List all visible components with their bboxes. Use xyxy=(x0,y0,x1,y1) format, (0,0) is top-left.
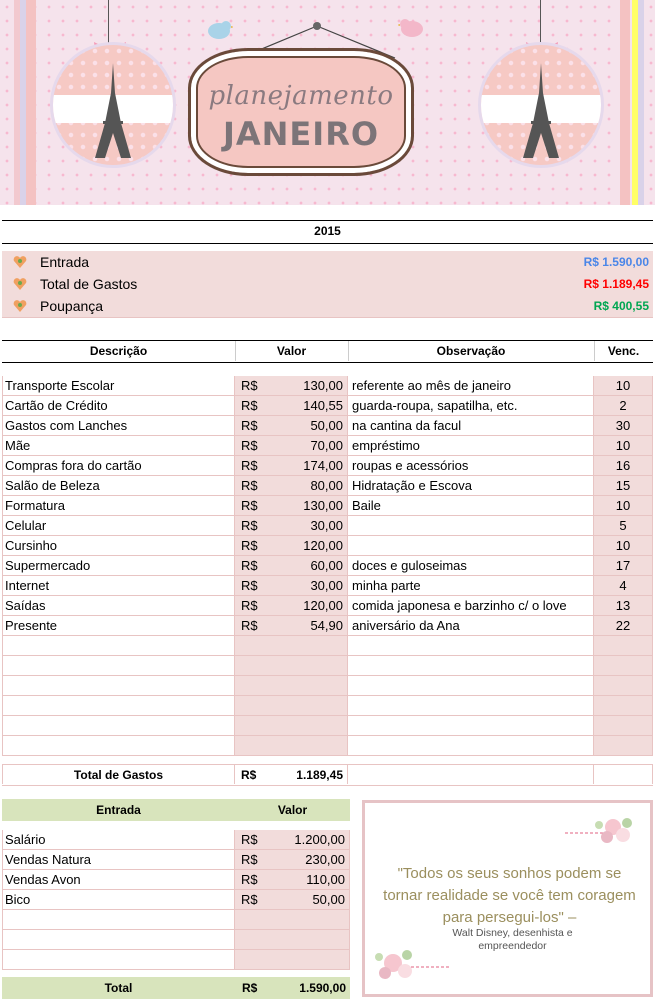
flower-decoration-icon xyxy=(371,939,451,989)
expenses-header xyxy=(2,340,653,363)
table-row xyxy=(2,636,653,656)
currency-label: R$ xyxy=(235,516,265,536)
expense-observation xyxy=(348,676,594,696)
currency-label xyxy=(235,656,265,676)
expense-value: 130,00 xyxy=(265,496,348,516)
expense-description: Formatura xyxy=(2,496,235,516)
expense-due-day xyxy=(594,656,653,676)
table-row xyxy=(2,910,350,930)
currency-label: R$ xyxy=(235,616,265,636)
expense-description: Saídas xyxy=(2,596,235,616)
currency-label xyxy=(235,716,265,736)
income-value xyxy=(265,930,350,950)
expense-due-day xyxy=(594,696,653,716)
currency-label: R$ xyxy=(235,596,265,616)
eiffel-tower-icon xyxy=(93,63,133,158)
quote-text: "Todos os seus sonhos podem se tornar realidade se você tem coragem para persegui-los" – xyxy=(383,865,636,926)
table-row xyxy=(2,516,653,536)
bird-icon xyxy=(205,18,233,40)
expense-value: 174,00 xyxy=(265,456,348,476)
expense-description: Mãe xyxy=(2,436,235,456)
expense-value xyxy=(265,716,348,736)
total-gastos-label: Total de Gastos xyxy=(2,765,235,784)
income-value: 110,00 xyxy=(265,870,350,890)
expense-observation xyxy=(348,656,594,676)
income-description: Bico xyxy=(2,890,235,910)
summary-label: Poupança xyxy=(40,298,104,314)
expense-value: 60,00 xyxy=(265,556,348,576)
currency-label xyxy=(235,636,265,656)
table-row xyxy=(2,616,653,636)
currency-label xyxy=(235,696,265,716)
income-description: Salário xyxy=(2,830,235,850)
expenses-total-row xyxy=(2,764,653,786)
year-label: 2015 xyxy=(2,220,653,244)
heart-pin-icon xyxy=(12,276,28,292)
currency-label: R$ xyxy=(242,981,258,995)
income-description xyxy=(2,910,235,930)
income-description xyxy=(2,930,235,950)
expense-description: Compras fora do cartão xyxy=(2,456,235,476)
expense-value: 120,00 xyxy=(265,536,348,556)
table-row xyxy=(2,596,653,616)
expense-observation: guarda-roupa, sapatilha, etc. xyxy=(348,396,594,416)
expense-value xyxy=(265,636,348,656)
expense-description xyxy=(2,736,235,756)
table-row xyxy=(2,476,653,496)
expense-observation: empréstimo xyxy=(348,436,594,456)
expense-description: Celular xyxy=(2,516,235,536)
expense-observation xyxy=(348,716,594,736)
expense-value: 120,00 xyxy=(265,596,348,616)
expense-due-day: 15 xyxy=(594,476,653,496)
hanging-string xyxy=(540,0,541,45)
expense-description: Supermercado xyxy=(2,556,235,576)
heart-pin-icon xyxy=(12,298,28,314)
currency-label xyxy=(235,950,265,970)
header-banner xyxy=(0,0,655,205)
currency-label: R$ xyxy=(235,436,265,456)
expense-description xyxy=(2,676,235,696)
table-row xyxy=(2,416,653,436)
summary-value: R$ 1.189,45 xyxy=(583,277,649,291)
table-row xyxy=(2,830,350,850)
expense-due-day xyxy=(594,736,653,756)
expense-observation: comida japonesa e barzinho c/ o love xyxy=(348,596,594,616)
quote-author: Walt Disney, desenhista e empreendedor xyxy=(452,927,573,952)
currency-label: R$ xyxy=(235,476,265,496)
table-row xyxy=(2,496,653,516)
table-row xyxy=(2,576,653,596)
expense-due-day: 10 xyxy=(594,436,653,456)
summary-value: R$ 400,55 xyxy=(593,299,649,313)
expense-observation xyxy=(348,696,594,716)
income-total-label: Total xyxy=(104,981,133,995)
expense-observation xyxy=(348,516,594,536)
expense-due-day xyxy=(594,676,653,696)
expense-value: 130,00 xyxy=(265,376,348,396)
income-value: 1.200,00 xyxy=(265,830,350,850)
col-valor: Valor xyxy=(277,803,308,817)
table-row xyxy=(2,536,653,556)
expense-observation: Hidratação e Escova xyxy=(348,476,594,496)
expense-description xyxy=(2,696,235,716)
eiffel-ornament-left xyxy=(50,42,176,168)
currency-label: R$ xyxy=(235,496,265,516)
col-valor: Valor xyxy=(235,341,349,361)
expense-due-day: 17 xyxy=(594,556,653,576)
expense-due-day xyxy=(594,716,653,736)
expense-value: 54,90 xyxy=(265,616,348,636)
table-row xyxy=(2,890,350,910)
currency-label: R$ xyxy=(235,376,265,396)
income-description: Vendas Natura xyxy=(2,850,235,870)
currency-label xyxy=(235,736,265,756)
expense-observation: referente ao mês de janeiro xyxy=(348,376,594,396)
table-row xyxy=(2,950,350,970)
expense-due-day: 30 xyxy=(594,416,653,436)
table-row xyxy=(2,376,653,396)
title-plaque xyxy=(188,48,414,176)
expense-due-day: 4 xyxy=(594,576,653,596)
table-row xyxy=(2,696,653,716)
expense-description: Internet xyxy=(2,576,235,596)
expense-observation: roupas e acessórios xyxy=(348,456,594,476)
expense-observation: aniversário da Ana xyxy=(348,616,594,636)
summary-label: Total de Gastos xyxy=(40,276,138,292)
table-row xyxy=(2,736,653,756)
income-description xyxy=(2,950,235,970)
income-total-value: 1.590,00 xyxy=(299,981,346,995)
expense-due-day: 16 xyxy=(594,456,653,476)
table-row xyxy=(2,456,653,476)
expense-due-day: 5 xyxy=(594,516,653,536)
expense-observation xyxy=(348,736,594,756)
flower-decoration-icon xyxy=(565,807,643,851)
empty-cell xyxy=(594,765,653,784)
currency-label xyxy=(235,930,265,950)
currency-label: R$ xyxy=(235,536,265,556)
income-value xyxy=(265,910,350,930)
expense-due-day xyxy=(594,636,653,656)
col-entrada: Entrada xyxy=(96,803,141,817)
col-descricao: Descrição xyxy=(2,341,236,361)
col-observacao: Observação xyxy=(348,341,595,361)
expenses-table xyxy=(2,376,653,756)
expense-observation: na cantina da facul xyxy=(348,416,594,436)
col-venc: Venc. xyxy=(607,344,640,358)
table-row xyxy=(2,676,653,696)
expense-value: 30,00 xyxy=(265,516,348,536)
income-header xyxy=(2,799,350,821)
summary-row-poupanca xyxy=(2,295,653,318)
expense-due-day: 10 xyxy=(594,376,653,396)
income-description: Vendas Avon xyxy=(2,870,235,890)
expense-observation xyxy=(348,636,594,656)
currency-label: R$ xyxy=(235,870,265,890)
currency-label: R$ xyxy=(235,850,265,870)
table-row xyxy=(2,656,653,676)
heart-pin-icon xyxy=(12,254,28,270)
banner-stripe xyxy=(26,0,36,205)
currency-label: R$ xyxy=(235,830,265,850)
income-value xyxy=(265,950,350,970)
expense-value xyxy=(265,736,348,756)
total-gastos-value: 1.189,45 xyxy=(265,765,348,784)
expense-value xyxy=(265,676,348,696)
expense-observation xyxy=(348,536,594,556)
table-row xyxy=(2,930,350,950)
expense-value: 70,00 xyxy=(265,436,348,456)
bird-icon xyxy=(398,16,426,38)
currency-label: R$ xyxy=(235,456,265,476)
expense-due-day: 22 xyxy=(594,616,653,636)
expense-value xyxy=(265,656,348,676)
banner-stripe xyxy=(638,0,644,205)
income-value: 230,00 xyxy=(265,850,350,870)
expense-description: Gastos com Lanches xyxy=(2,416,235,436)
currency-label: R$ xyxy=(235,396,265,416)
eiffel-ornament-right xyxy=(478,42,604,168)
hanging-string xyxy=(108,0,109,45)
expense-description: Cursinho xyxy=(2,536,235,556)
currency-label: R$ xyxy=(235,556,265,576)
expense-observation: Baile xyxy=(348,496,594,516)
table-row xyxy=(2,436,653,456)
currency-label: R$ xyxy=(235,576,265,596)
expense-description: Salão de Beleza xyxy=(2,476,235,496)
expense-description: Presente xyxy=(2,616,235,636)
expense-description: Transporte Escolar xyxy=(2,376,235,396)
summary-value: R$ 1.590,00 xyxy=(583,255,649,269)
expense-due-day: 13 xyxy=(594,596,653,616)
empty-cell xyxy=(348,765,594,784)
expense-value xyxy=(265,696,348,716)
table-row xyxy=(2,850,350,870)
expense-due-day: 10 xyxy=(594,536,653,556)
table-row xyxy=(2,556,653,576)
income-table xyxy=(2,830,350,970)
expense-observation: minha parte xyxy=(348,576,594,596)
currency-label: R$ xyxy=(241,768,257,782)
currency-label: R$ xyxy=(235,890,265,910)
quote-box xyxy=(362,800,653,997)
eiffel-tower-icon xyxy=(521,63,561,158)
expense-description: Cartão de Crédito xyxy=(2,396,235,416)
expense-description xyxy=(2,656,235,676)
expense-value: 80,00 xyxy=(265,476,348,496)
expense-value: 140,55 xyxy=(265,396,348,416)
expense-value: 50,00 xyxy=(265,416,348,436)
currency-label: R$ xyxy=(235,416,265,436)
income-value: 50,00 xyxy=(265,890,350,910)
banner-month: JANEIRO xyxy=(222,115,380,153)
expense-due-day: 10 xyxy=(594,496,653,516)
expense-description xyxy=(2,716,235,736)
table-row xyxy=(2,396,653,416)
income-total-row xyxy=(2,977,350,999)
expense-observation: doces e guloseimas xyxy=(348,556,594,576)
banner-stripe xyxy=(620,0,630,205)
expense-value: 30,00 xyxy=(265,576,348,596)
summary-row-entrada xyxy=(2,251,653,274)
currency-label xyxy=(235,910,265,930)
banner-script-title: planejamento xyxy=(208,81,394,111)
table-row xyxy=(2,870,350,890)
expense-due-day: 2 xyxy=(594,396,653,416)
currency-label xyxy=(235,676,265,696)
summary-label: Entrada xyxy=(40,254,90,270)
expense-description xyxy=(2,636,235,656)
table-row xyxy=(2,716,653,736)
summary-row-total-gastos xyxy=(2,273,653,296)
